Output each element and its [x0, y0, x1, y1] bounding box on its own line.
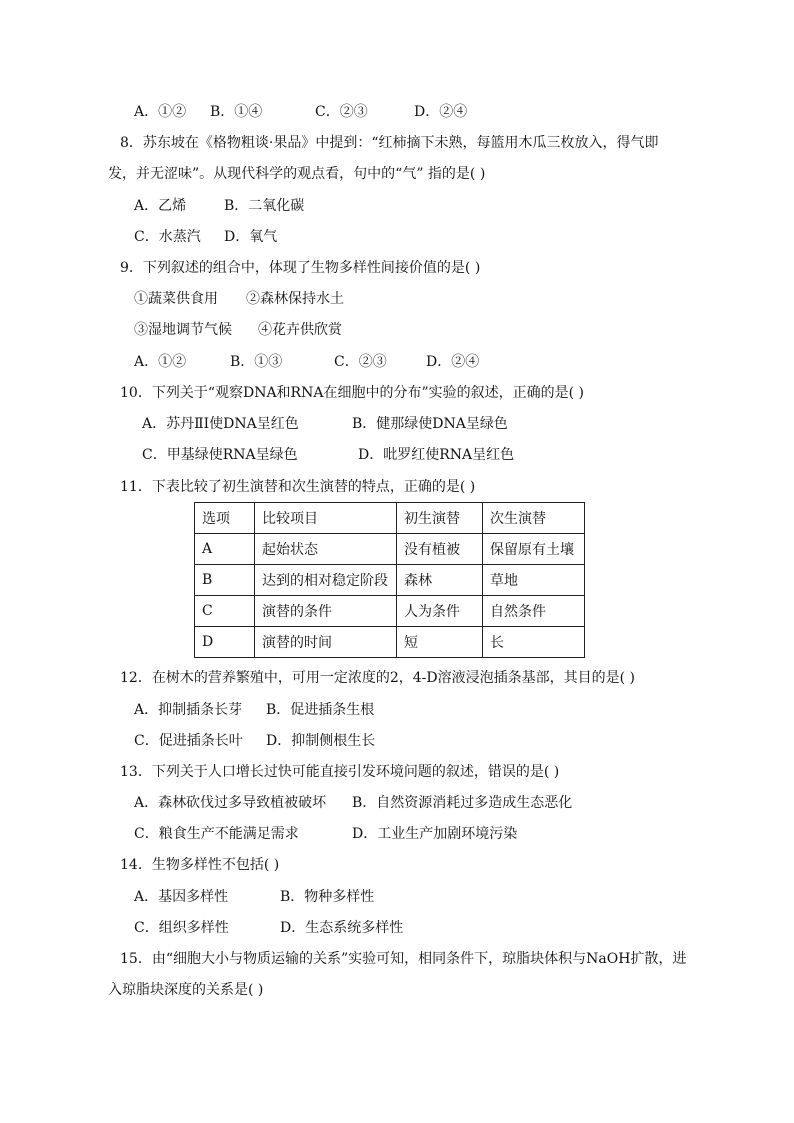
- q13-option-c: C．粮食生产不能满足需求: [134, 826, 299, 842]
- q7-option-c: C．②③: [315, 104, 368, 120]
- q12-stem: 12．在树木的营养繁殖中，可用一定浓度的2，4-D溶液浸泡插条基部，其目的是( ): [120, 670, 635, 686]
- q12-option-d: D．抑制侧根生长: [266, 733, 376, 749]
- table-cell: A: [195, 534, 255, 565]
- q12-option-b: B．促进插条生根: [266, 702, 375, 718]
- q14-stem: 14．生物多样性不包括( ): [120, 857, 280, 873]
- q10-option-c: C．甲基绿使RNA呈绿色: [142, 447, 298, 463]
- q9-option-c: C．②③: [334, 354, 387, 370]
- q15-stem-line2: 入琼脂块深度的关系是( ): [108, 982, 264, 998]
- table-cell: 短: [397, 627, 483, 658]
- q13-option-b: B．自然资源消耗过多造成生态恶化: [352, 795, 573, 811]
- q9-option-d: D．②④: [426, 354, 480, 370]
- table-cell: C: [195, 596, 255, 627]
- table-cell: 草地: [483, 565, 585, 596]
- q9-item-3: ③湿地调节气候: [134, 322, 232, 338]
- q15-stem-line1: 15．由“细胞大小与物质运输的关系”实验可知，相同条件下，琼脂块体积与NaOH扩散，进: [120, 951, 687, 967]
- q7-option-b: B．①④: [210, 104, 263, 120]
- succession-comparison-table: [194, 502, 585, 658]
- table-header-cell: 次生演替: [483, 503, 585, 534]
- table-cell: 起始状态: [255, 534, 397, 565]
- q10-option-b: B．健那绿使DNA呈绿色: [352, 416, 508, 432]
- table-row: [195, 627, 585, 658]
- table-cell: 保留原有土壤: [483, 534, 585, 565]
- q10-option-a: A．苏丹ⅡI使DNA呈红色: [142, 416, 299, 432]
- table-cell: 长: [483, 627, 585, 658]
- q10-stem: 10．下列关于“观察DNA和RNA在细胞中的分布”实验的叙述，正确的是( ): [120, 385, 584, 401]
- table-header-cell: 比较项目: [255, 503, 397, 534]
- q8-option-a: A．乙烯: [134, 198, 187, 214]
- q9-item-2: ②森林保持水土: [246, 291, 344, 307]
- q10-option-d: D．吡罗红使RNA呈红色: [358, 447, 515, 463]
- table-cell: 森林: [397, 565, 483, 596]
- table-cell: B: [195, 565, 255, 596]
- q13-stem: 13．下列关于人口增长过快可能直接引发环境问题的叙述，错误的是( ): [120, 764, 560, 780]
- q12-option-c: C．促进插条长叶: [134, 733, 243, 749]
- q8-stem-line1: 8．苏东坡在《格物粗谈·果品》中提到：“红柿摘下未熟，每篮用木瓜三枚放入，得气即: [120, 135, 659, 151]
- q12-option-a: A．抑制插条长芽: [134, 702, 243, 718]
- table-cell: 自然条件: [483, 596, 585, 627]
- q8-option-d: D．氧气: [224, 229, 278, 245]
- table-header-cell: 初生演替: [397, 503, 483, 534]
- table-header-row: [195, 503, 585, 534]
- table-cell: 人为条件: [397, 596, 483, 627]
- table-row: [195, 596, 585, 627]
- table-cell: 演替的时间: [255, 627, 397, 658]
- table-cell: 没有植被: [397, 534, 483, 565]
- table-cell: 达到的相对稳定阶段: [255, 565, 397, 596]
- q8-option-c: C．水蒸汽: [134, 229, 201, 245]
- q9-option-a: A．①②: [134, 354, 187, 370]
- q14-option-d: D．生态系统多样性: [280, 920, 404, 936]
- table-row: [195, 534, 585, 565]
- q7-option-a: A．①②: [134, 104, 187, 120]
- table-row: [195, 565, 585, 596]
- table-cell: D: [195, 627, 255, 658]
- q9-option-b: B．①③: [230, 354, 283, 370]
- q13-option-a: A．森林砍伐过多导致植被破坏: [134, 795, 327, 811]
- q8-stem-line2: 发，并无涩味”。从现代科学的观点看，句中的“气” 指的是( ): [108, 166, 486, 182]
- q7-option-d: D．②④: [414, 104, 468, 120]
- q14-option-a: A．基因多样性: [134, 889, 229, 905]
- q8-option-b: B．二氧化碳: [224, 198, 305, 214]
- q9-item-1: ①蔬菜供食用: [134, 291, 218, 307]
- q9-stem: 9．下列叙述的组合中，体现了生物多样性间接价值的是( ): [120, 260, 481, 276]
- q14-option-c: C．组织多样性: [134, 920, 229, 936]
- table-cell: 演替的条件: [255, 596, 397, 627]
- q13-option-d: D．工业生产加剧环境污染: [352, 826, 518, 842]
- q9-item-4: ④花卉供欣赏: [258, 322, 342, 338]
- table-header-cell: 选项: [195, 503, 255, 534]
- q14-option-b: B．物种多样性: [280, 889, 375, 905]
- q11-stem: 11．下表比较了初生演替和次生演替的特点，正确的是( ): [120, 479, 476, 495]
